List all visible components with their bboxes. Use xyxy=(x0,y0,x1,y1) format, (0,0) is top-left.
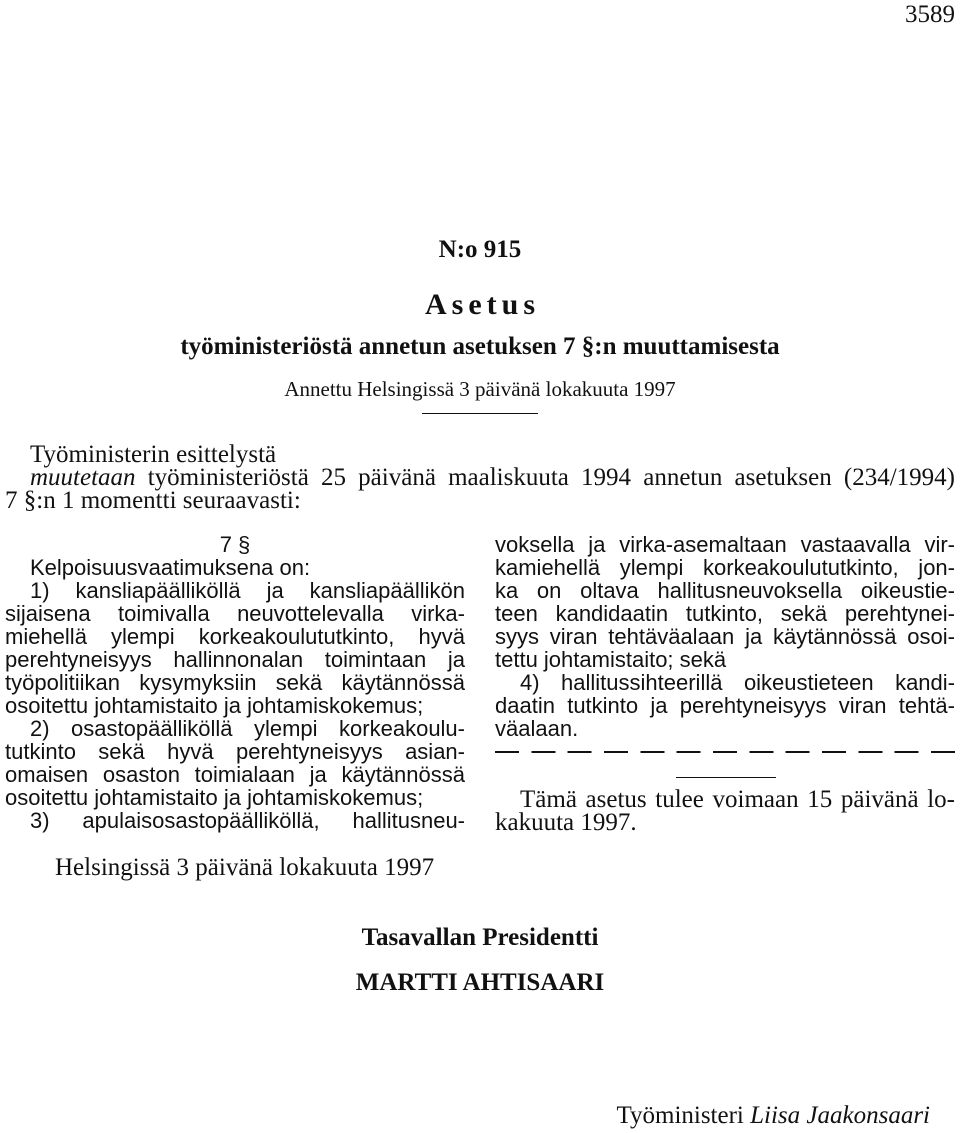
section-column-right xyxy=(495,533,955,834)
section-heading: 7 § xyxy=(219,532,251,557)
entry-into-force-line: Tämä asetus tulee voimaan 15 päivänä lo- xyxy=(520,786,955,813)
section-text-line: miehellä ylempi korkeakoulututkinto, hyvä xyxy=(5,624,465,649)
section-text-line: daatin tutkinto ja perehtyneisyys viran tehtä- xyxy=(495,693,955,718)
minister-title: Työministeri xyxy=(616,1102,744,1129)
preamble-clause-text: työministeriöstä 25 päivänä maaliskuuta 1994 annetun asetuksen (234/1994) xyxy=(147,464,956,491)
section-text-line: osoitettu johtamistaito ja johtamiskokemus; xyxy=(5,693,424,718)
section-text-line: perehtyneisyys hallinnonalan toimintaan ja xyxy=(5,647,465,672)
preamble-clause-continuation: 7 §:n 1 momentti seuraavasti: xyxy=(5,487,301,514)
section-column-left xyxy=(5,533,465,832)
section-text-line: työpolitiikan kysymyksiin sekä käytännössä xyxy=(5,670,465,695)
preamble-amendment-clause xyxy=(5,466,955,489)
section-text-line: tutkinto sekä hyvä perehtyneisyys asian- xyxy=(5,739,465,764)
section-text-line: sijaisena toimivalla neuvottelevalla virka- xyxy=(5,601,465,626)
short-rule xyxy=(495,763,955,786)
entry-into-force-line: kakuuta 1997. xyxy=(495,809,637,836)
page-number: 3589 xyxy=(905,1,955,28)
issue-date-line: Annettu Helsingissä 3 päivänä lokakuuta 1997 xyxy=(284,377,676,401)
section-text-line: väalaan. xyxy=(495,716,579,741)
dashed-separator xyxy=(495,740,955,763)
preamble-presenter: Työministerin esittelystä xyxy=(30,441,277,468)
section-text-line: 2) osastopäälliköllä ylempi korkeakoulu- xyxy=(30,716,465,741)
header-rule xyxy=(422,413,538,414)
section-text-line: voksella ja virka-asemaltaan vastaavalla vir- xyxy=(495,532,955,557)
document-type-heading: Asetus xyxy=(424,288,540,321)
section-text-line: omaisen osaston toimialaan ja käytännössä xyxy=(5,762,465,787)
section-text-line: syys viran tehtäväalaan ja käytännössä osoi- xyxy=(495,624,955,649)
section-text-line: tettu johtamistaito; sekä xyxy=(495,647,727,672)
president-title: Tasavallan Presidentti xyxy=(361,924,599,951)
section-text-line: Kelpoisuusvaatimuksena on: xyxy=(30,555,311,580)
signing-place-date: Helsingissä 3 päivänä lokakuuta 1997 xyxy=(55,854,435,881)
section-text-line: ka on oltava hallitusneuvoksella oikeustie- xyxy=(495,578,955,603)
president-name: MARTTI AHTISAARI xyxy=(355,969,605,996)
statute-number: N:o 915 xyxy=(438,236,522,263)
section-text-line: 1) kansliapäälliköllä ja kansliapäällikön xyxy=(30,578,465,603)
section-text-line: teen kandidaatin tutkinto, sekä perehtynei- xyxy=(495,601,955,626)
statute-title: työministeriöstä annetun asetuksen 7 §:n muuttamisesta xyxy=(180,333,780,360)
section-text-line: kamiehellä ylempi korkeakoulututkinto, jon- xyxy=(495,555,955,580)
minister-signature xyxy=(616,1104,930,1128)
section-text-line: osoitettu johtamistaito ja johtamiskokemus; xyxy=(5,785,424,810)
preamble xyxy=(5,443,955,512)
minister-name: Liisa Jaakonsaari xyxy=(750,1102,930,1129)
section-text-line: 4) hallitussihteerillä oikeustieteen kandi- xyxy=(520,670,955,695)
entry-into-force xyxy=(495,788,955,834)
preamble-verb: muutetaan xyxy=(30,464,136,491)
section-text-line: 3) apulaisosastopäälliköllä, hallitusneu- xyxy=(30,808,465,833)
